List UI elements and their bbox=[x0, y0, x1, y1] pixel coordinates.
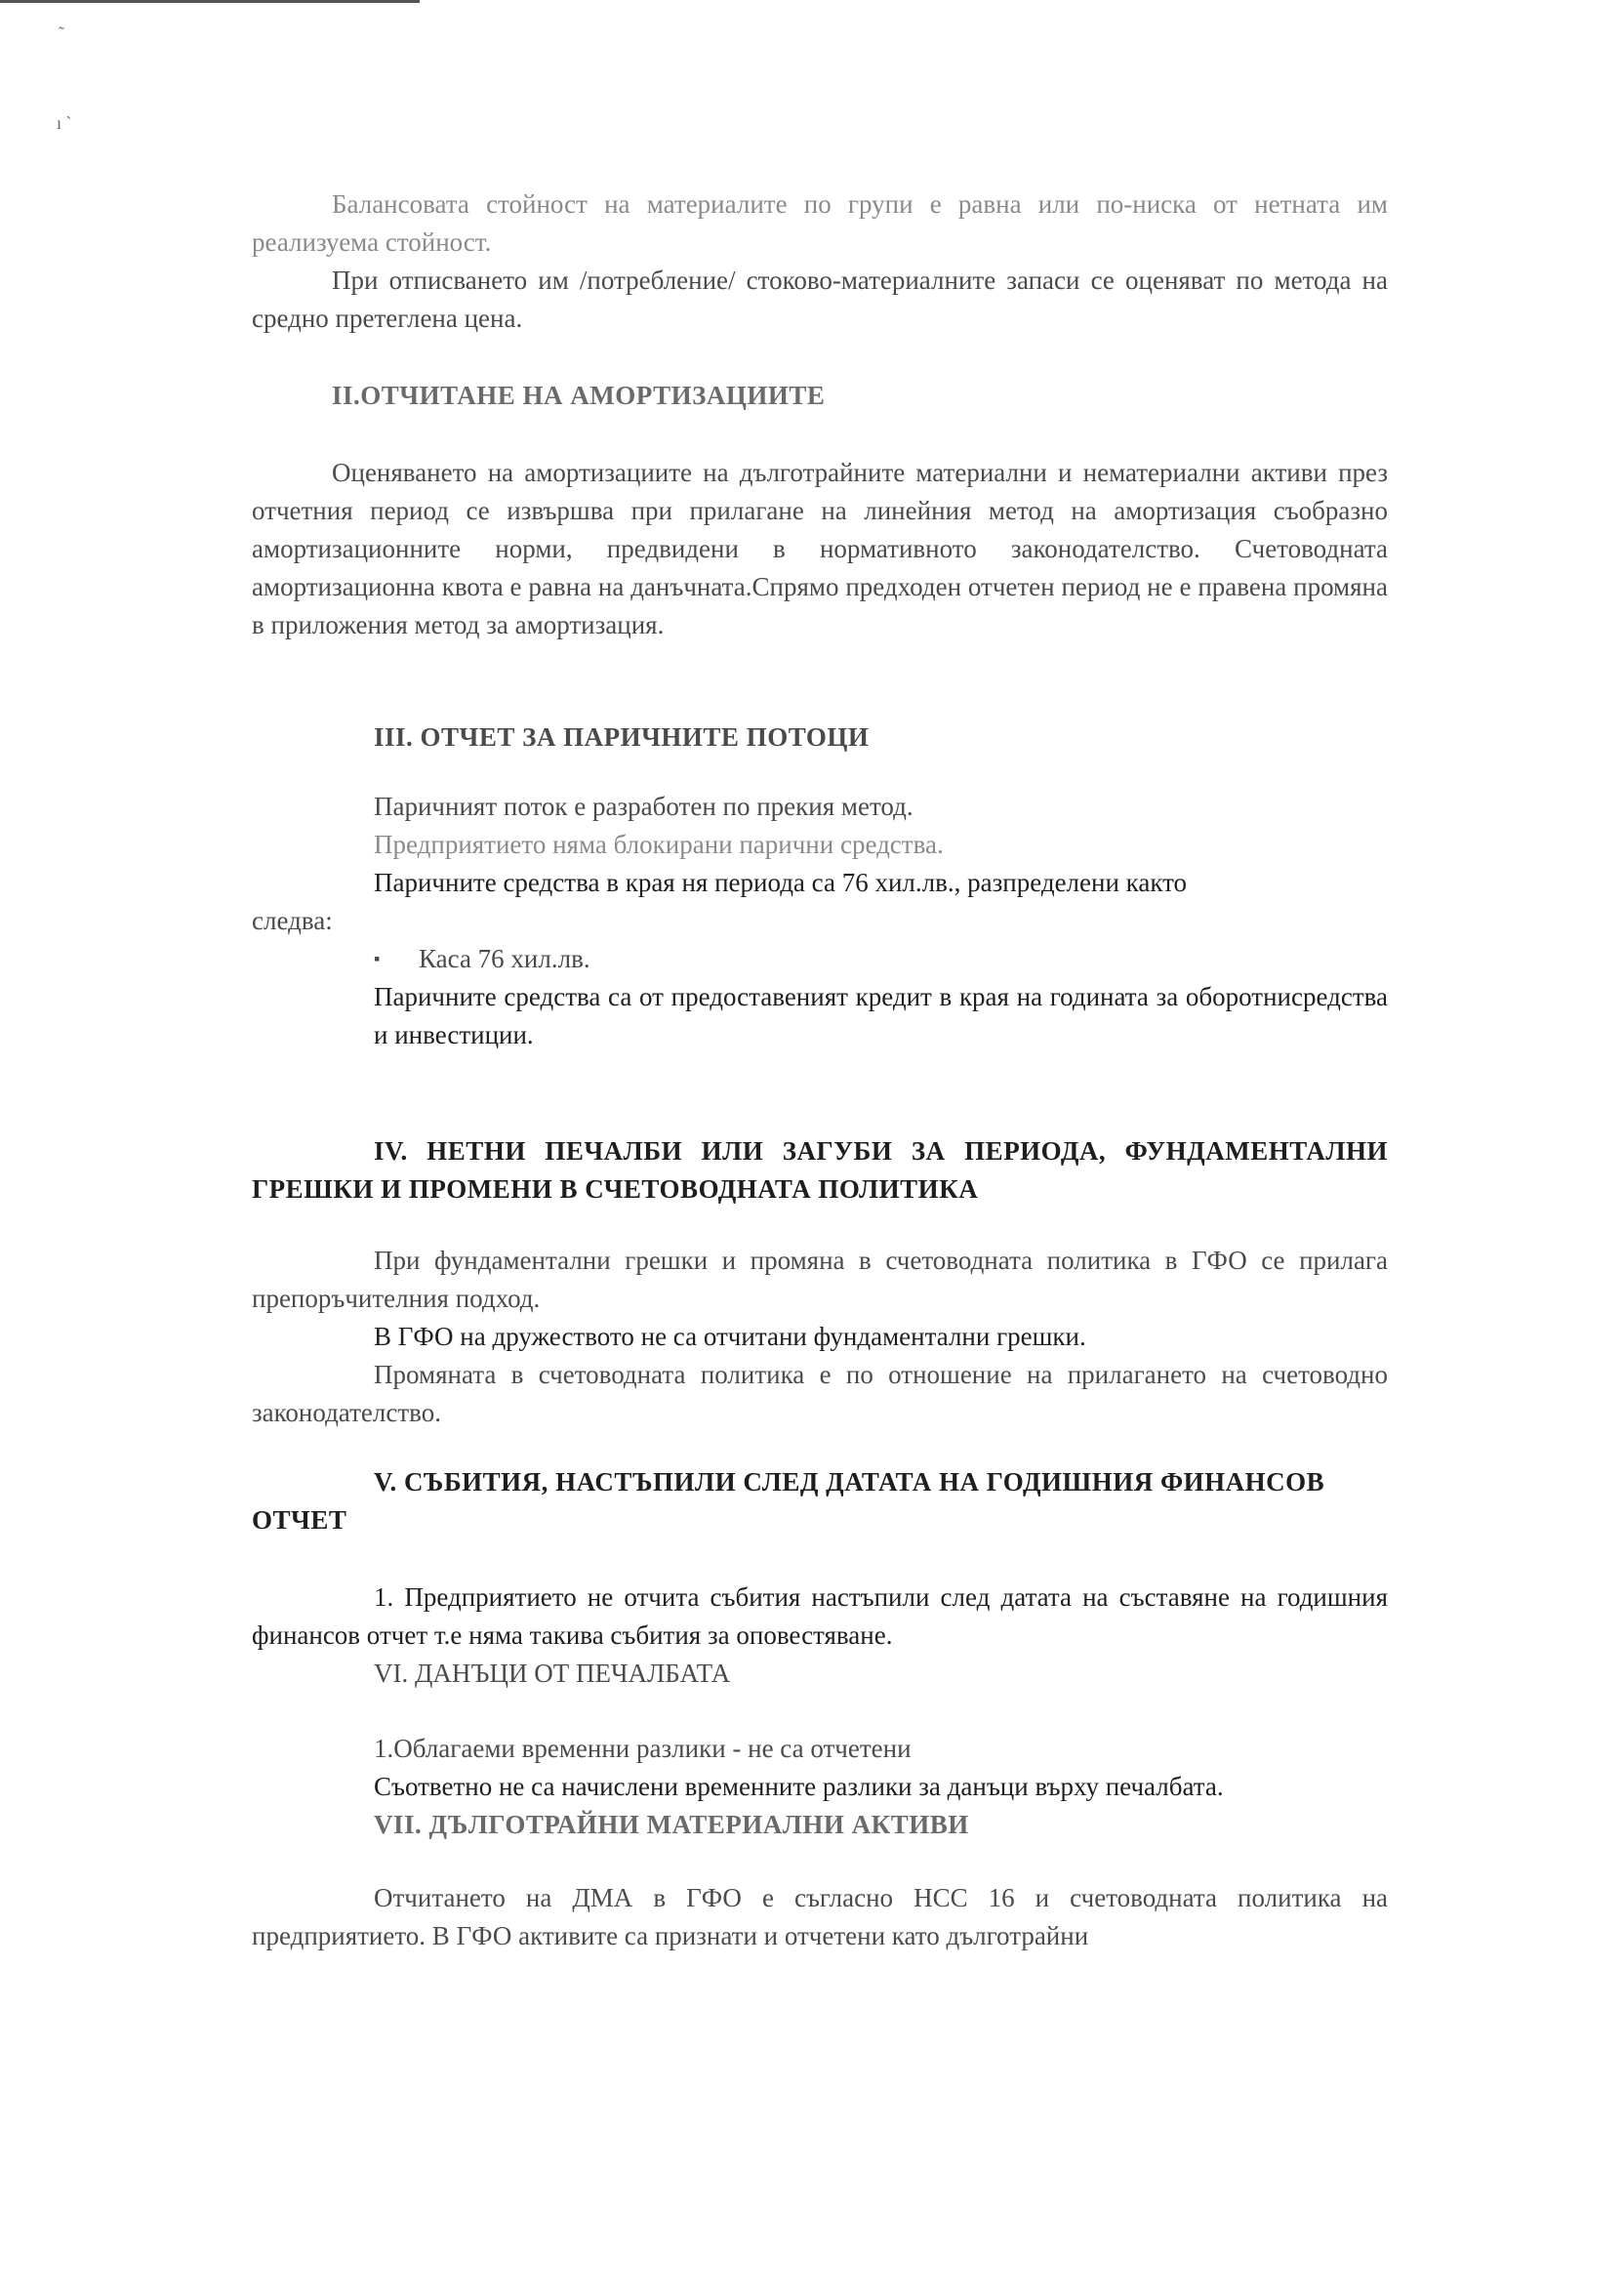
list-item-text: Каса 76 хил.лв. bbox=[419, 944, 590, 973]
scan-mark: ˜ bbox=[59, 23, 64, 43]
paragraph: Предприятието няма блокирани парични средства. bbox=[374, 830, 944, 859]
paragraph: 1. Предприятието не отчита събития настъпили след датата на съставяне на годишния финансов отчет т.е няма такива събития за оповестяване. bbox=[252, 1582, 1388, 1650]
list-item bbox=[252, 940, 1388, 978]
section-heading: IV. НЕТНИ ПЕЧАЛБИ ИЛИ ЗАГУБИ ЗА ПЕРИОДА, ФУНДАМЕНТАЛНИ ГРЕШКИ И ПРОМЕНИ В СЧЕТОВОДНАТА ПОЛИТИКА bbox=[252, 1136, 1388, 1204]
paragraph: В ГФО на дружеството не са отчитани фундаментални грешки. bbox=[374, 1322, 1086, 1351]
document-page bbox=[252, 185, 1388, 1955]
paragraph: При отписването им /потребление/ стоково-материалните запаси се оценяват по метода на средно претеглена цена. bbox=[252, 266, 1388, 333]
section-subheading: VI. ДАНЪЦИ ОТ ПЕЧАЛБАТА bbox=[374, 1659, 731, 1688]
paragraph: Балансовата стойност на материалите по групи е равна или по-ниска от нетната им реализуема стойност. bbox=[252, 189, 1388, 257]
paragraph: Отчитането на ДМА в ГФО е съгласно НСС 16 и счетоводната политика на предприятието. В ГФО активите са признати и отчетени като дълготрайни bbox=[252, 1883, 1388, 1950]
paragraph: Паричните средства в края ня периода са 76 хил.лв., разпределени както bbox=[374, 868, 1188, 897]
paragraph: 1.Облагаеми временни разлики - не са отчетени bbox=[374, 1734, 912, 1763]
paragraph: Паричните средства са от предоставеният кредит в края на годината за оборотнисредства и инвестиции. bbox=[374, 982, 1388, 1049]
paragraph: следва: bbox=[252, 906, 333, 935]
paragraph: Промяната в счетоводната политика е по отношение на прилагането на счетоводно законодателство. bbox=[252, 1360, 1388, 1427]
section-heading: V. СЪБИТИЯ, НАСТЪПИЛИ СЛЕД ДАТАТА НА ГОДИШНИЯ ФИНАНСОВ ОТЧЕТ bbox=[252, 1467, 1325, 1535]
paragraph: Оценяването на амортизациите на дълготрайните материални и нематериални активи през отчетния период се извършва при прилагане на линейния метод на амортизация съобразно амортизационните норми, предвидени в нормативното законодателство. Счетоводната амортизационна квота е равна на данъчната.Спрямо предходен отчетен период не е правена промяна в приложения метод за амортизация. bbox=[252, 458, 1388, 639]
scan-edge-line bbox=[0, 0, 420, 3]
scan-mark: ı ˋ bbox=[57, 113, 72, 133]
paragraph: При фундаментални грешки и промяна в счетоводната политика в ГФО се прилага препоръчителния подход. bbox=[252, 1246, 1388, 1313]
paragraph: Съответно не са начислени временните разлики за данъци върху печалбата. bbox=[374, 1772, 1224, 1801]
section-heading: II.ОТЧИТАНЕ НА АМОРТИЗАЦИИТЕ bbox=[332, 381, 826, 410]
paragraph: Паричният поток е разработен по прекия метод. bbox=[374, 792, 914, 821]
section-heading: III. ОТЧЕТ ЗА ПАРИЧНИТЕ ПОТОЦИ bbox=[374, 722, 870, 752]
bullet-icon: ▪ bbox=[374, 949, 381, 968]
section-heading: VII. ДЪЛГОТРАЙНИ МАТЕРИАЛНИ АКТИВИ bbox=[374, 1810, 969, 1839]
